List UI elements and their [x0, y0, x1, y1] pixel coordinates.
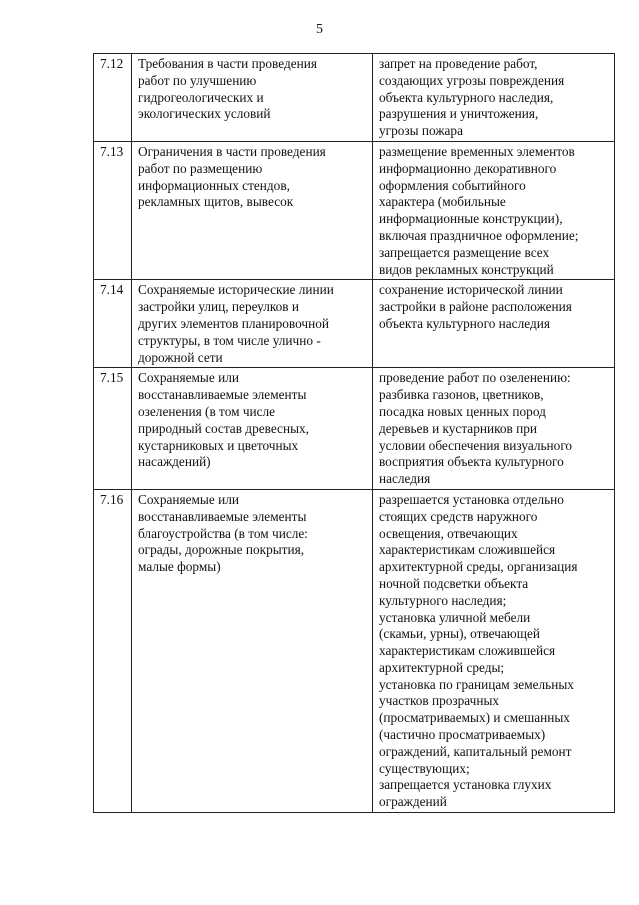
row-subject: [132, 368, 373, 490]
row-requirement-line: характера (мобильные: [379, 194, 506, 210]
row-requirement-line: объекта культурного наследия: [379, 315, 550, 331]
row-subject-line: восстанавливаемые элементы: [138, 387, 307, 403]
page-number: 5: [316, 22, 323, 37]
row-requirement-line: архитектурной среды, организация: [379, 559, 578, 575]
row-requirement-line: объекта культурного наследия,: [379, 89, 554, 105]
row-subject-line: Сохраняемые или: [138, 491, 239, 507]
table-row: [94, 368, 615, 490]
row-requirement-line: застройки в районе расположения: [379, 299, 572, 315]
row-subject-line: работ по размещению: [138, 160, 263, 176]
row-requirement-line: установка уличной мебели: [379, 609, 531, 625]
regulations-table: [93, 53, 615, 813]
row-requirement-line: угрозы пожара: [379, 123, 463, 139]
row-requirement-line: деревьев и кустарников при: [379, 420, 537, 436]
row-subject-line: структуры, в том числе улично -: [138, 332, 321, 348]
row-requirement-line: проведение работ по озеленению:: [379, 370, 571, 386]
row-requirement: [373, 280, 615, 368]
row-requirement: [373, 368, 615, 490]
row-requirement-line: ограждений, капитальный ремонт: [379, 743, 572, 759]
row-requirement-line: освещения, отвечающих: [379, 525, 518, 541]
row-subject-line: восстанавливаемые элементы: [138, 508, 307, 524]
row-requirement-line: (частично просматриваемых): [379, 727, 546, 743]
row-number: 7.14: [94, 280, 132, 368]
row-requirement-line: запрещается размещение всех: [379, 244, 550, 260]
row-requirement-line: разбивка газонов, цветников,: [379, 387, 544, 403]
table-row: [94, 280, 615, 368]
row-subject-line: других элементов планировочной: [138, 315, 329, 331]
row-subject: [132, 54, 373, 142]
row-subject-line: Ограничения в части проведения: [138, 143, 326, 159]
row-requirement-line: условии обеспечения визуального: [379, 437, 573, 453]
row-requirement: [373, 489, 615, 812]
row-subject-line: застройки улиц, переулков и: [138, 299, 300, 315]
row-subject-line: гидрогеологических и: [138, 89, 264, 105]
row-requirement-line: создающих угрозы повреждения: [379, 72, 565, 88]
row-requirement-line: сохранение исторической линии: [379, 282, 563, 298]
row-requirement-line: восприятия объекта культурного: [379, 454, 564, 470]
row-requirement-line: разрушения и уничтожения,: [379, 106, 539, 122]
row-requirement-line: (скамьи, урны), отвечающей: [379, 626, 540, 642]
table-row: [94, 54, 615, 142]
row-requirement-line: существующих;: [379, 760, 470, 776]
row-number: 7.15: [94, 368, 132, 490]
row-subject-line: дорожной сети: [138, 349, 223, 365]
row-subject-line: насаждений): [138, 454, 211, 470]
table-row: [94, 141, 615, 279]
row-requirement-line: видов рекламных конструкций: [379, 261, 554, 277]
table-row: [94, 489, 615, 812]
row-requirement-line: включая праздничное оформление;: [379, 227, 579, 243]
row-requirement-line: характеристикам сложившейся: [379, 542, 556, 558]
row-subject-line: природный состав древесных,: [138, 420, 309, 436]
row-requirement-line: оформления событийного: [379, 177, 526, 193]
row-requirement-line: запрет на проведение работ,: [379, 56, 538, 71]
row-requirement-line: архитектурной среды;: [379, 659, 505, 675]
row-requirement-line: (просматриваемых) и смешанных: [379, 710, 570, 726]
row-requirement: [373, 54, 615, 142]
row-requirement-line: размещение временных элементов: [379, 143, 575, 159]
row-requirement-line: информационно декоративного: [379, 160, 557, 176]
row-subject-line: рекламных щитов, вывесок: [138, 194, 294, 210]
row-number: 7.13: [94, 141, 132, 279]
row-requirement-line: наследия: [379, 471, 431, 487]
row-subject-line: малые формы): [138, 559, 221, 575]
row-subject-line: кустарниковых и цветочных: [138, 437, 299, 453]
row-requirement-line: стоящих средств наружного: [379, 508, 538, 524]
row-requirement-line: посадка новых ценных пород: [379, 403, 546, 419]
row-subject-line: Сохраняемые исторические линии: [138, 282, 334, 298]
row-requirement-line: установка по границам земельных: [379, 676, 574, 692]
row-requirement-line: запрещается установка глухих: [379, 777, 552, 793]
row-subject-line: благоустройства (в том числе:: [138, 525, 308, 541]
row-subject-line: экологических условий: [138, 106, 271, 122]
row-subject: [132, 489, 373, 812]
row-subject-line: Сохраняемые или: [138, 370, 239, 386]
row-number: 7.16: [94, 489, 132, 812]
row-subject-line: информационных стендов,: [138, 177, 290, 193]
row-requirement-line: ночной подсветки объекта: [379, 575, 529, 591]
row-requirement-line: разрешается установка отдельно: [379, 491, 564, 507]
row-requirement-line: ограждений: [379, 794, 447, 810]
row-subject-line: озеленения (в том числе: [138, 403, 276, 419]
row-requirement-line: участков прозрачных: [379, 693, 500, 709]
row-number: 7.12: [94, 54, 132, 142]
row-requirement-line: характеристикам сложившейся: [379, 643, 556, 659]
row-subject: [132, 280, 373, 368]
row-subject-line: Требования в части проведения: [138, 56, 317, 71]
row-requirement: [373, 141, 615, 279]
row-requirement-line: информационные конструкции),: [379, 211, 563, 227]
row-subject: [132, 141, 373, 279]
row-subject-line: работ по улучшению: [138, 72, 257, 88]
row-requirement-line: культурного наследия;: [379, 592, 507, 608]
row-subject-line: ограды, дорожные покрытия,: [138, 542, 305, 558]
